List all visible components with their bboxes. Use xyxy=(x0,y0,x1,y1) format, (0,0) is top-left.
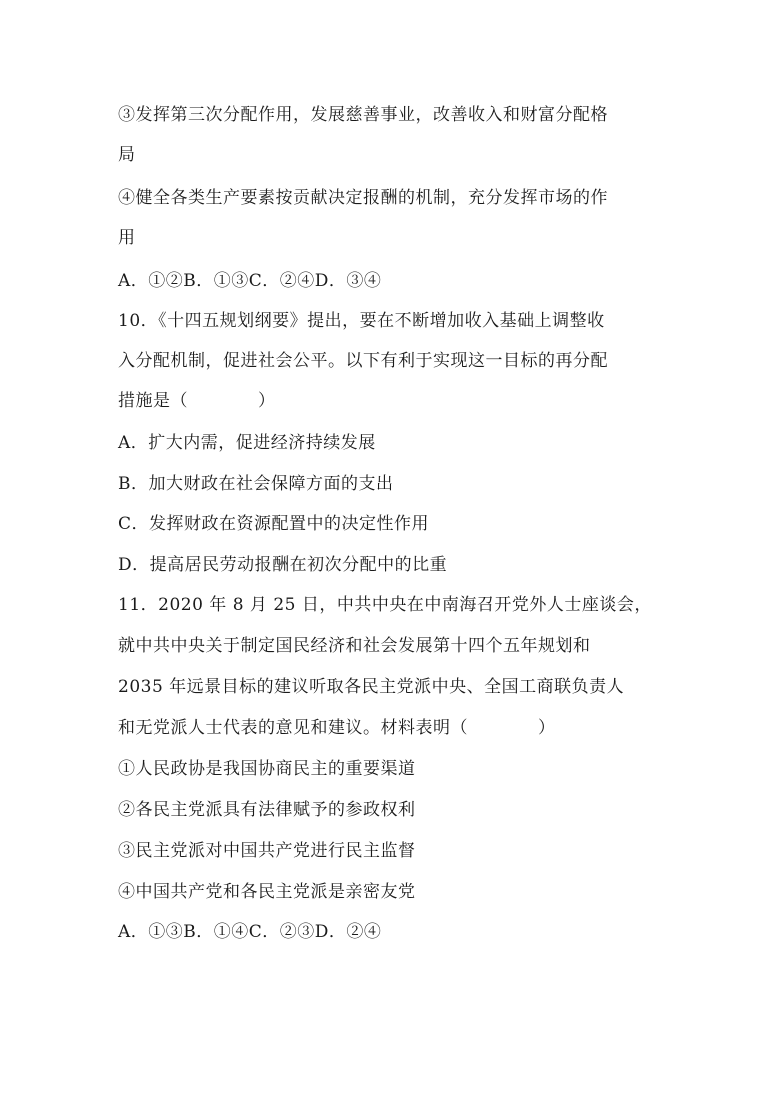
q9-option-3-line2: 局 xyxy=(118,145,136,165)
q10-choice-a: A．扩大内需，促进经济持续发展 xyxy=(118,433,376,453)
q9-option-3-line1: ③发挥第三次分配作用，发展慈善事业，改善收入和财富分配格 xyxy=(118,105,608,125)
q10-choice-c: C．发挥财政在资源配置中的决定性作用 xyxy=(118,514,430,534)
q10-choice-d: D．提高居民劳动报酬在初次分配中的比重 xyxy=(118,555,448,575)
q11-stem-line3: 2035 年远景目标的建议听取各民主党派中央、全国工商联负责人 xyxy=(118,677,625,697)
q11-option-1: ①人民政协是我国协商民主的重要渠道 xyxy=(118,759,416,779)
q11-stem-line4: 和无党派人士代表的意见和建议。材料表明（ ） xyxy=(118,718,556,738)
q11-answer-choices: A．①③B．①④C．②③D．②④ xyxy=(118,922,382,942)
q11-option-4: ④中国共产党和各民主党派是亲密友党 xyxy=(118,882,416,902)
q11-stem-line2: 就中共中央关于制定国民经济和社会发展第十四个五年规划和 xyxy=(118,636,591,656)
q10-stem-line2: 入分配机制，促进社会公平。以下有利于实现这一目标的再分配 xyxy=(118,351,608,371)
q11-stem-line1: 11．2020 年 8 月 25 日，中共中央在中南海召开党外人士座谈会， xyxy=(118,595,652,615)
q10-stem-line3: 措施是（ ） xyxy=(118,391,276,411)
q9-answer-choices: A．①②B．①③C．②④D．③④ xyxy=(118,271,382,291)
q11-option-3: ③民主党派对中国共产党进行民主监督 xyxy=(118,841,416,861)
q10-stem-line1: 10．《十四五规划纲要》提出，要在不断增加收入基础上调整收 xyxy=(118,311,605,331)
q10-choice-b: B．加大财政在社会保障方面的支出 xyxy=(118,474,394,494)
q9-option-4-line1: ④健全各类生产要素按贡献决定报酬的机制，充分发挥市场的作 xyxy=(118,188,608,208)
q11-option-2: ②各民主党派具有法律赋予的参政权利 xyxy=(118,800,416,820)
q9-option-4-line2: 用 xyxy=(118,228,136,248)
